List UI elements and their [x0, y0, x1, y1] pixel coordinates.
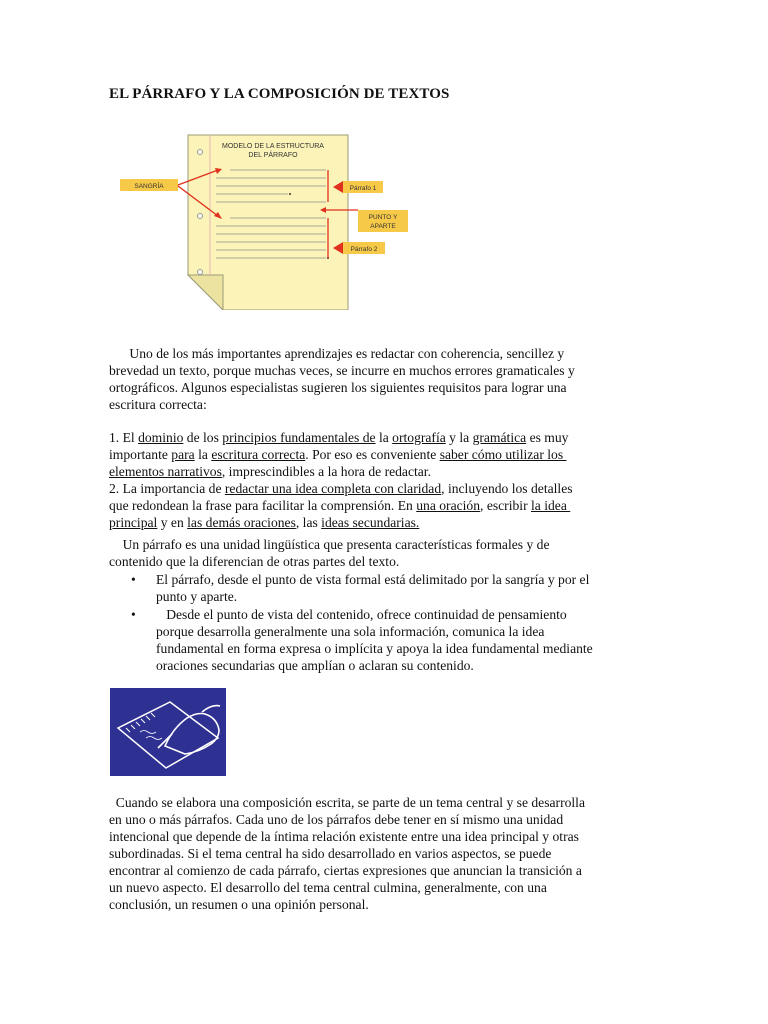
definition-line: contenido que la diferencian de otras partes del texto. [109, 554, 400, 569]
sangria-label: SANGRÍA [134, 183, 164, 190]
closing-line: intencional que depende de la íntima relación existente entre una idea principal y otras [109, 829, 579, 844]
list-item-1-line-2: importante para la escritura correcta. Por eso es conveniente saber cómo utilizar los [109, 447, 567, 462]
list-item-2-line-3: principal y en las demás oraciones, las ideas secundarias. [109, 515, 420, 530]
bullet-marker: • [131, 607, 136, 622]
paragraph-structure-figure [118, 130, 418, 310]
punto-aparte-label-line1: PUNTO Y [368, 214, 398, 221]
bullet-line: punto y aparte. [156, 589, 238, 604]
list-item-2-line-2: que redondean la frase para facilitar la comprensión. En una oración, escribir la idea [109, 498, 571, 513]
closing-line: Cuando se elabora una composición escrita, se parte de un tema central y se desarrolla [109, 795, 585, 810]
intro-line: brevedad un texto, porque muchas veces, se incurre en muchos errores gramaticales y [109, 363, 575, 378]
closing-line: un nuevo aspecto. El desarrollo del tema central culmina, generalmente, con una [109, 880, 547, 895]
closing-line: subordinadas. Si el tema central ha sido desarrollado en varios aspectos, se puede [109, 846, 552, 861]
bullet-marker: • [131, 572, 136, 587]
punto-aparte-label-line2: APARTE [370, 223, 396, 230]
intro-line: escritura correcta: [109, 397, 207, 412]
closing-line: conclusión, un resumen o una opinión personal. [109, 897, 369, 912]
intro-line: ortográficos. Algunos especialistas sugieren los siguientes requisitos para lograr una [109, 380, 567, 395]
parrafo2-label: Párrafo 2 [350, 246, 378, 253]
requirements-list [109, 429, 669, 531]
bullet-line: porque desarrolla generalmente una sola información, comunica la idea [156, 624, 545, 639]
writing-hand-image [110, 688, 226, 776]
bullet-item [109, 571, 669, 605]
paper-fold [188, 275, 223, 310]
intro-line: Uno de los más importantes aprendizajes es redactar con coherencia, sencillez y [109, 346, 565, 361]
bullet-item [109, 606, 669, 674]
bullet-line: Desde el punto de vista del contenido, ofrece continuidad de pensamiento [156, 607, 567, 622]
bullet-line: fundamental en forma expresa o implícita y apoya la idea fundamental mediante [156, 641, 593, 656]
figure-heading-line2: DEL PÁRRAFO [248, 152, 298, 159]
closing-paragraph [109, 794, 669, 913]
closing-line: en uno o más párrafos. Cada uno de los párrafos debe tener en sí mismo una unidad [109, 812, 564, 827]
list-item-1-line-3: elementos narrativos, imprescindibles a la hora de redactar. [109, 464, 431, 479]
list-item-1-line-1: 1. El dominio de los principios fundamentales de la ortografía y la gramática es muy [109, 430, 569, 445]
definition-line: Un párrafo es una unidad lingüística que presenta características formales y de [109, 537, 550, 552]
closing-line: encontrar al comienzo de cada párrafo, ciertas expresiones que anuncian la transición a [109, 863, 582, 878]
bullet-line: El párrafo, desde el punto de vista formal está delimitado por la sangría y por el [156, 572, 590, 587]
bullet-line: oraciones secundarias que amplían o aclaran su contenido. [156, 658, 474, 673]
document-title: EL PÁRRAFO Y LA COMPOSICIÓN DE TEXTOS [109, 86, 450, 102]
bullet-list [109, 571, 669, 674]
parrafo1-label: Párrafo 1 [349, 185, 377, 192]
list-item-2-line-1: 2. La importancia de redactar una idea completa con claridad, incluyendo los detalles [109, 481, 573, 496]
writing-hand-icon [110, 688, 226, 776]
figure-heading-line1: MODELO DE LA ESTRUCTURA [222, 143, 324, 150]
intro-paragraph [109, 345, 649, 413]
definition-paragraph [109, 536, 669, 570]
